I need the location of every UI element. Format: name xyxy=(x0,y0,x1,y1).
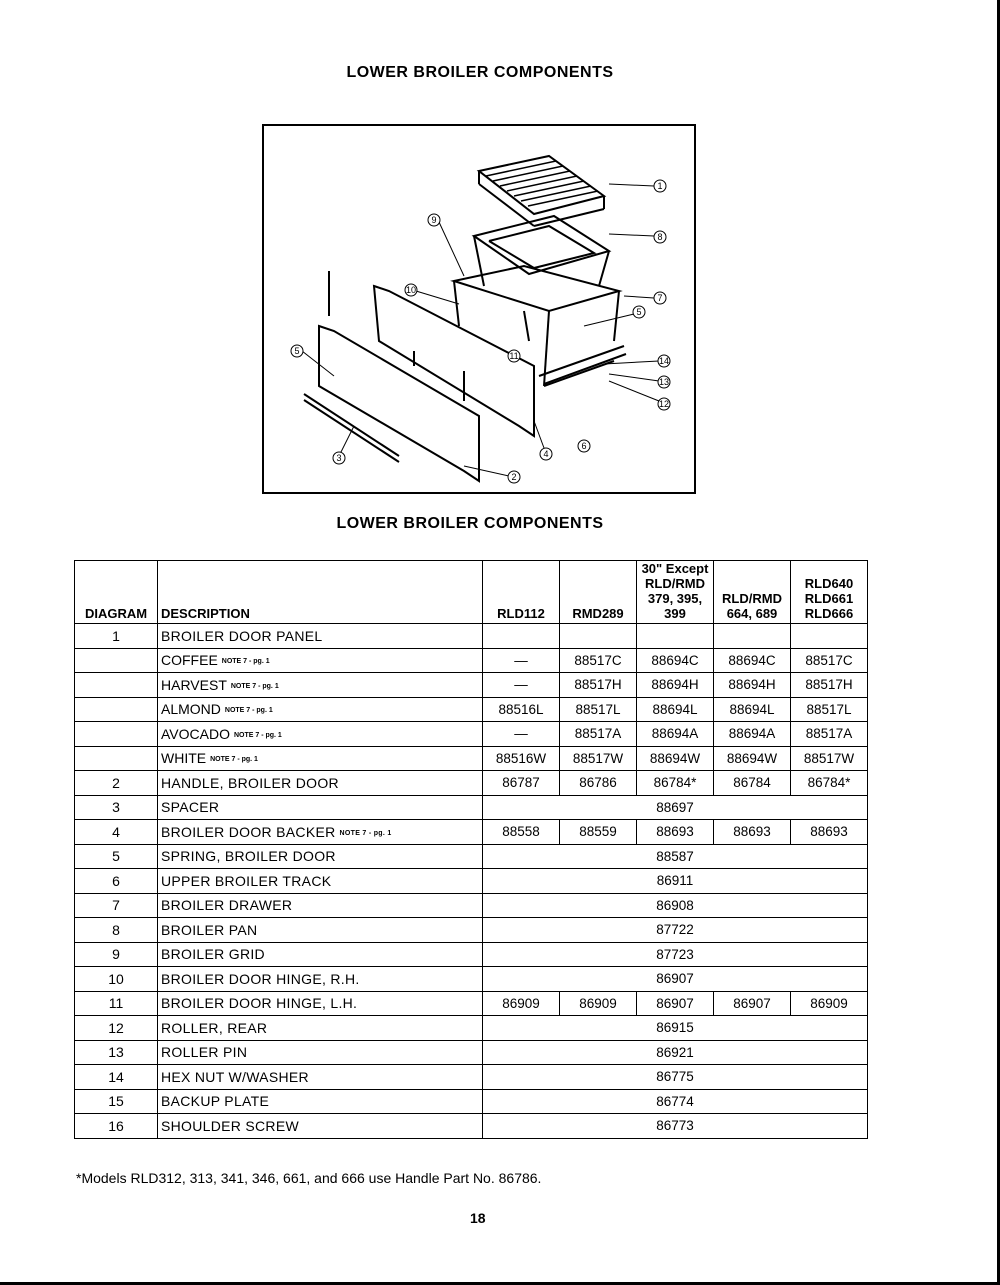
part-number: 88517C xyxy=(560,648,637,673)
callout-6 xyxy=(578,440,590,452)
diagram-number: 4 xyxy=(75,820,158,845)
part-number: 86786 xyxy=(560,771,637,796)
table-header-row xyxy=(75,561,868,624)
table-title: LOWER BROILER COMPONENTS xyxy=(336,515,604,532)
part-number: — xyxy=(483,722,560,747)
table-row xyxy=(75,746,868,771)
part-description xyxy=(158,624,483,649)
note-reference: NOTE 7 - pg. 1 xyxy=(221,658,270,666)
color-variant xyxy=(158,648,483,673)
table-row xyxy=(75,1114,868,1139)
color-variant-label: COFFEE xyxy=(161,652,218,669)
part-number-all-models: 87722 xyxy=(483,918,868,943)
part-description-label: SPRING, BROILER DOOR xyxy=(161,848,336,865)
table-row xyxy=(75,795,868,820)
part-description-label: SPACER xyxy=(161,799,220,816)
diagram-number: 12 xyxy=(75,1016,158,1041)
callout-5 xyxy=(633,306,645,318)
diagram-number: 15 xyxy=(75,1089,158,1114)
svg-text:6: 6 xyxy=(581,441,587,451)
svg-text:1: 1 xyxy=(657,181,663,191)
diagram-number: 5 xyxy=(75,844,158,869)
note-reference: NOTE 7 - pg. 1 xyxy=(233,731,282,739)
note-reference: NOTE 7 - pg. 1 xyxy=(230,682,279,690)
part-number: 88517L xyxy=(560,697,637,722)
part-description-label: BACKUP PLATE xyxy=(161,1093,270,1110)
part-description xyxy=(158,1089,483,1114)
diagram-number xyxy=(75,697,158,722)
part-description xyxy=(158,918,483,943)
part-number: 88694C xyxy=(637,648,714,673)
parts-table xyxy=(74,560,868,1139)
table-row xyxy=(75,1065,868,1090)
table-row xyxy=(75,722,868,747)
table-row xyxy=(75,1016,868,1041)
part-description-label: ROLLER, REAR xyxy=(161,1019,268,1036)
diagram-number: 13 xyxy=(75,1040,158,1065)
diagram-number: 14 xyxy=(75,1065,158,1090)
header-model-4: RLD/RMD 664, 689 xyxy=(714,561,791,624)
empty-cell xyxy=(560,624,637,649)
part-number-all-models: 86915 xyxy=(483,1016,868,1041)
part-number: 88694C xyxy=(714,648,791,673)
part-number: 86909 xyxy=(560,991,637,1016)
color-variant xyxy=(158,673,483,698)
broiler-exploded-view xyxy=(264,126,694,492)
part-description-label: BROILER DOOR PANEL xyxy=(161,627,323,644)
part-number: 86784 xyxy=(714,771,791,796)
callout-11 xyxy=(508,350,520,362)
part-number: 88694L xyxy=(637,697,714,722)
part-number-all-models: 86907 xyxy=(483,967,868,992)
callout-4 xyxy=(540,448,552,460)
svg-text:11: 11 xyxy=(509,351,519,361)
part-number-all-models: 86773 xyxy=(483,1114,868,1139)
table-row xyxy=(75,967,868,992)
note-reference: NOTE 7 - pg. 1 xyxy=(339,829,392,837)
parts-table-body xyxy=(75,624,868,1139)
callout-14 xyxy=(658,355,670,367)
part-number: 88693 xyxy=(791,820,868,845)
part-description-label: BROILER DOOR HINGE, L.H. xyxy=(161,995,358,1012)
table-row xyxy=(75,844,868,869)
part-number: 88516W xyxy=(483,746,560,771)
svg-text:12: 12 xyxy=(658,399,670,409)
part-number: 88694A xyxy=(637,722,714,747)
part-number: 88694W xyxy=(637,746,714,771)
diagram-number: 7 xyxy=(75,893,158,918)
diagram-number: 10 xyxy=(75,967,158,992)
part-number-all-models: 86908 xyxy=(483,893,868,918)
part-description-label: BROILER GRID xyxy=(161,946,265,963)
part-description-label: SHOULDER SCREW xyxy=(161,1117,299,1134)
part-number: 86907 xyxy=(637,991,714,1016)
part-number: 86784* xyxy=(637,771,714,796)
svg-text:5: 5 xyxy=(636,307,642,317)
svg-text:7: 7 xyxy=(657,293,663,303)
part-number: 88517C xyxy=(791,648,868,673)
part-number: 88693 xyxy=(714,820,791,845)
part-description-label: BROILER DRAWER xyxy=(161,897,293,914)
table-row xyxy=(75,918,868,943)
color-variant-label: HARVEST xyxy=(161,676,227,693)
part-number: 88694W xyxy=(714,746,791,771)
part-description-label: BROILER DOOR HINGE, R.H. xyxy=(161,970,360,987)
exploded-diagram xyxy=(262,124,696,494)
color-variant-label: ALMOND xyxy=(161,701,221,718)
svg-text:14: 14 xyxy=(658,356,670,366)
callout-9 xyxy=(428,214,440,226)
part-number: 88693 xyxy=(637,820,714,845)
empty-cell xyxy=(791,624,868,649)
callout-12 xyxy=(658,398,670,410)
callout-8 xyxy=(654,231,666,243)
header-model-2: RMD289 xyxy=(560,561,637,624)
header-model-1: RLD112 xyxy=(483,561,560,624)
part-description xyxy=(158,1114,483,1139)
part-number-all-models: 88697 xyxy=(483,795,868,820)
part-description-label: BROILER DOOR BACKER xyxy=(161,823,336,840)
part-number: 88517L xyxy=(791,697,868,722)
part-number: 88517W xyxy=(560,746,637,771)
part-number: 88517H xyxy=(560,673,637,698)
part-number-all-models: 88587 xyxy=(483,844,868,869)
diagram-number: 9 xyxy=(75,942,158,967)
diagram-number xyxy=(75,722,158,747)
callout-1 xyxy=(654,180,666,192)
diagram-number: 1 xyxy=(75,624,158,649)
callout-3 xyxy=(333,452,345,464)
table-row xyxy=(75,869,868,894)
svg-text:9: 9 xyxy=(431,215,437,225)
part-description xyxy=(158,1040,483,1065)
part-description-label: HANDLE, BROILER DOOR xyxy=(161,774,339,791)
table-row xyxy=(75,893,868,918)
part-description-label: BROILER PAN xyxy=(161,921,258,938)
diagram-number: 11 xyxy=(75,991,158,1016)
part-number-all-models: 86911 xyxy=(483,869,868,894)
part-description-label: HEX NUT W/WASHER xyxy=(161,1068,309,1085)
part-description-label: UPPER BROILER TRACK xyxy=(161,872,332,889)
table-row xyxy=(75,697,868,722)
diagram-number: 8 xyxy=(75,918,158,943)
part-number-all-models: 86921 xyxy=(483,1040,868,1065)
callout-13 xyxy=(658,376,670,388)
empty-cell xyxy=(483,624,560,649)
part-description xyxy=(158,1065,483,1090)
part-number: 88517W xyxy=(791,746,868,771)
part-number: 88517H xyxy=(791,673,868,698)
svg-text:5: 5 xyxy=(294,346,300,356)
table-row xyxy=(75,624,868,649)
part-number: — xyxy=(483,673,560,698)
callout-10 xyxy=(405,284,417,296)
part-description xyxy=(158,795,483,820)
callout-2 xyxy=(508,471,520,483)
part-number: 86909 xyxy=(791,991,868,1016)
header-diagram: DIAGRAM xyxy=(75,561,158,624)
header-model-5: RLD640 RLD661 RLD666 xyxy=(791,561,868,624)
footnote: *Models RLD312, 313, 341, 346, 661, and 666 use Handle Part No. 86786. xyxy=(76,1170,542,1186)
part-description xyxy=(158,991,483,1016)
svg-text:3: 3 xyxy=(336,453,342,463)
diagram-number: 2 xyxy=(75,771,158,796)
note-reference: NOTE 7 - pg. 1 xyxy=(224,707,273,715)
part-number: 88517A xyxy=(560,722,637,747)
part-description xyxy=(158,1016,483,1041)
color-variant-label: WHITE xyxy=(161,750,207,767)
svg-text:4: 4 xyxy=(543,449,549,459)
svg-text:10: 10 xyxy=(405,285,417,295)
header-model-3: 30" Except RLD/RMD 379, 395, 399 xyxy=(637,561,714,624)
table-row xyxy=(75,648,868,673)
part-description xyxy=(158,967,483,992)
part-number: 86907 xyxy=(714,991,791,1016)
page-title: LOWER BROILER COMPONENTS xyxy=(346,64,614,81)
svg-text:2: 2 xyxy=(511,472,517,482)
color-variant-label: AVOCADO xyxy=(161,725,230,742)
part-number-all-models: 87723 xyxy=(483,942,868,967)
diagram-number xyxy=(75,648,158,673)
diagram-number xyxy=(75,673,158,698)
svg-text:13: 13 xyxy=(658,377,670,387)
table-row xyxy=(75,771,868,796)
part-number: 86787 xyxy=(483,771,560,796)
part-description xyxy=(158,942,483,967)
color-variant xyxy=(158,697,483,722)
page-number: 18 xyxy=(470,1210,486,1226)
part-number: 88517A xyxy=(791,722,868,747)
part-number: 88694H xyxy=(714,673,791,698)
part-number: — xyxy=(483,648,560,673)
part-number: 86784* xyxy=(791,771,868,796)
callout-5b xyxy=(291,345,303,357)
table-row xyxy=(75,1089,868,1114)
diagram-number: 16 xyxy=(75,1114,158,1139)
part-number: 88558 xyxy=(483,820,560,845)
part-number: 88694H xyxy=(637,673,714,698)
header-description: DESCRIPTION xyxy=(158,561,483,624)
part-description xyxy=(158,893,483,918)
note-reference: NOTE 7 - pg. 1 xyxy=(210,756,258,764)
color-variant xyxy=(158,746,483,771)
diagram-number: 6 xyxy=(75,869,158,894)
part-description xyxy=(158,844,483,869)
table-row xyxy=(75,673,868,698)
color-variant xyxy=(158,722,483,747)
diagram-number xyxy=(75,746,158,771)
part-description-label: ROLLER PIN xyxy=(161,1044,248,1061)
table-row xyxy=(75,820,868,845)
empty-cell xyxy=(714,624,791,649)
table-row xyxy=(75,991,868,1016)
part-number: 88516L xyxy=(483,697,560,722)
diagram-number: 3 xyxy=(75,795,158,820)
part-number: 88559 xyxy=(560,820,637,845)
part-number: 88694A xyxy=(714,722,791,747)
part-number-all-models: 86775 xyxy=(483,1065,868,1090)
table-row xyxy=(75,942,868,967)
part-description xyxy=(158,820,483,845)
part-description xyxy=(158,771,483,796)
empty-cell xyxy=(637,624,714,649)
svg-text:8: 8 xyxy=(657,232,663,242)
part-number: 86909 xyxy=(483,991,560,1016)
part-number: 88694L xyxy=(714,697,791,722)
callout-7 xyxy=(654,292,666,304)
part-number-all-models: 86774 xyxy=(483,1089,868,1114)
part-description xyxy=(158,869,483,894)
table-row xyxy=(75,1040,868,1065)
